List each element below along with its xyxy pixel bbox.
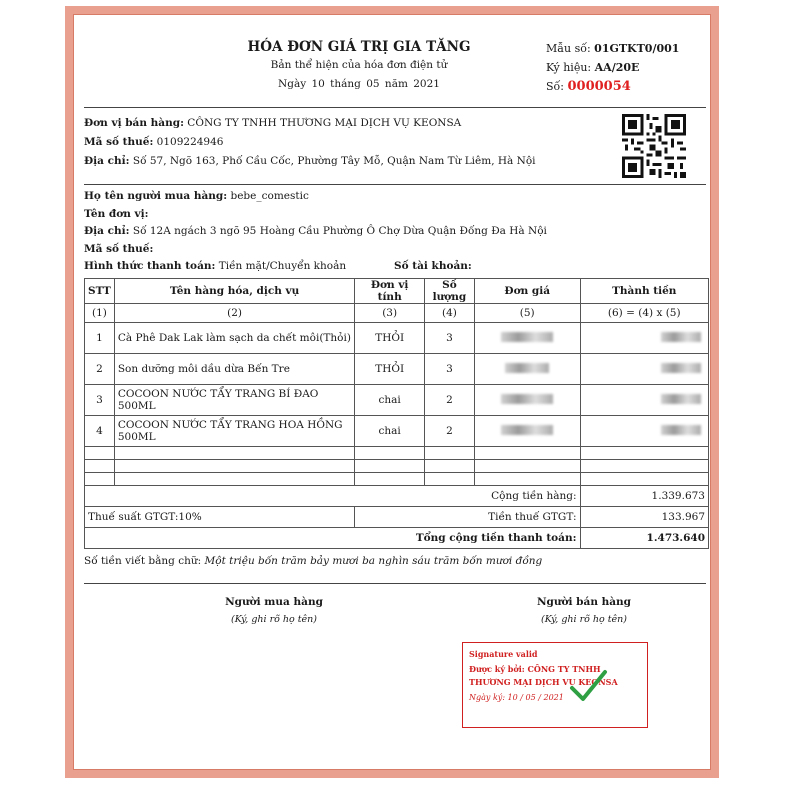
row-qty: 3 bbox=[425, 354, 475, 385]
header-stt: STT bbox=[85, 279, 115, 304]
index-cell: (2) bbox=[114, 304, 354, 323]
row-stt: 2 bbox=[85, 354, 115, 385]
invoice-document bbox=[84, 19, 706, 769]
grand-total-label: Tổng cộng tiền thanh toán: bbox=[85, 528, 581, 549]
row-amount-redacted bbox=[580, 416, 709, 447]
vat-rate-cell bbox=[85, 507, 355, 528]
header-price: Đơn giá bbox=[474, 279, 580, 304]
table-index-row bbox=[85, 304, 709, 323]
row-unit: THỎI bbox=[355, 354, 425, 385]
stamp-date: Ngày ký: 10 / 05 / 2021 bbox=[469, 693, 564, 702]
vat-rate-label: Thuế suất GTGT: bbox=[88, 511, 179, 523]
words-text: Một triệu bốn trăm bảy mươi ba nghìn sáu trăm bốn mươi đồng bbox=[204, 555, 543, 567]
vat-row bbox=[85, 507, 709, 528]
header-name: Tên hàng hóa, dịch vụ bbox=[114, 279, 354, 304]
payment-label: Hình thức thanh toán: bbox=[84, 260, 216, 272]
row-unit: THỎI bbox=[355, 323, 425, 354]
index-cell: (4) bbox=[425, 304, 475, 323]
signature-section bbox=[84, 584, 706, 734]
buyer-address-label: Địa chỉ: bbox=[84, 225, 130, 237]
empty-row bbox=[85, 447, 709, 460]
row-unit: chai bbox=[355, 416, 425, 447]
invoice-meta bbox=[546, 39, 679, 96]
row-price-redacted bbox=[474, 416, 580, 447]
symbol-label: Ký hiệu: bbox=[546, 61, 592, 74]
table-row bbox=[85, 385, 709, 416]
row-unit: chai bbox=[355, 385, 425, 416]
stamp-status: Signature valid bbox=[469, 649, 538, 659]
row-price-redacted bbox=[474, 385, 580, 416]
amount-in-words bbox=[84, 549, 706, 584]
grand-total-value: 1.473.640 bbox=[580, 528, 709, 549]
subtotal-row bbox=[85, 486, 709, 507]
row-name: COCOON NƯỚC TẨY TRANG HOA HỒNG 500ML bbox=[114, 416, 354, 447]
row-amount-redacted bbox=[580, 385, 709, 416]
index-cell: (3) bbox=[355, 304, 425, 323]
table-header-row bbox=[85, 279, 709, 304]
row-price-redacted bbox=[474, 323, 580, 354]
seller-name: CÔNG TY TNHH THƯƠNG MẠI DỊCH VỤ KEONSA bbox=[187, 117, 462, 129]
row-stt: 4 bbox=[85, 416, 115, 447]
row-price-redacted bbox=[474, 354, 580, 385]
buyer-address: Số 12A ngách 3 ngõ 95 Hoàng Cầu Phường Ô Chợ Dừa Quận Đống Đa Hà Nội bbox=[132, 225, 547, 237]
index-cell: (6) = (4) x (5) bbox=[580, 304, 709, 323]
table-row bbox=[85, 416, 709, 447]
seller-section bbox=[84, 108, 706, 185]
header-unit: Đơn vị tính bbox=[355, 279, 425, 304]
vat-rate: 10% bbox=[178, 511, 202, 523]
invoice-number: 0000054 bbox=[567, 79, 631, 94]
buyer-signature-note: (Ký, ghi rõ họ tên) bbox=[230, 614, 317, 625]
row-name: COCOON NƯỚC TẨY TRANG BÍ ĐAO 500ML bbox=[114, 385, 354, 416]
invoice-subtitle: Bản thể hiện của hóa đơn điện tử bbox=[270, 59, 448, 71]
table-row bbox=[85, 354, 709, 385]
seller-address: Số 57, Ngõ 163, Phố Cầu Cốc, Phường Tây Mỗ, Quận Nam Từ Liêm, Hà Nội bbox=[132, 155, 536, 167]
invoice-header bbox=[84, 19, 706, 108]
words-label: Số tiền viết bằng chữ: bbox=[84, 555, 202, 567]
buyer-tax-label: Mã số thuế: bbox=[84, 242, 154, 255]
seller-signature-title: Người bán hàng bbox=[536, 596, 632, 608]
symbol-value: AA/20E bbox=[594, 61, 640, 74]
template-value: 01GTKT0/001 bbox=[594, 42, 680, 55]
table-row bbox=[85, 323, 709, 354]
buyer-name-label: Họ tên người mua hàng: bbox=[84, 190, 228, 202]
row-qty: 3 bbox=[425, 323, 475, 354]
empty-row bbox=[85, 473, 709, 486]
vat-label: Tiền thuế GTGT: bbox=[355, 507, 580, 528]
row-qty: 2 bbox=[425, 385, 475, 416]
template-label: Mẫu số: bbox=[546, 42, 591, 55]
invoice-title: HÓA ĐƠN GIÁ TRỊ GIA TĂNG bbox=[247, 39, 471, 55]
items-table bbox=[84, 278, 709, 549]
checkmark-icon bbox=[568, 666, 608, 706]
grand-total-row bbox=[85, 528, 709, 549]
vat-value: 133.967 bbox=[580, 507, 709, 528]
seller-address-label: Địa chỉ: bbox=[84, 155, 130, 167]
invoice-border bbox=[65, 6, 719, 778]
index-cell: (5) bbox=[474, 304, 580, 323]
index-cell: (1) bbox=[85, 304, 115, 323]
row-stt: 3 bbox=[85, 385, 115, 416]
buyer-unit-label: Tên đơn vị: bbox=[84, 207, 149, 220]
subtotal-label: Cộng tiền hàng: bbox=[85, 486, 581, 507]
header-amount: Thành tiền bbox=[580, 279, 709, 304]
number-label: Số: bbox=[546, 80, 564, 93]
header-qty: Số lượng bbox=[425, 279, 475, 304]
row-amount-redacted bbox=[580, 323, 709, 354]
buyer-name: bebe_comestic bbox=[230, 190, 309, 202]
stamp-signed-by: Được ký bởi: CÔNG TY TNHH THƯƠNG MẠI DỊCH VỤ KEONSA bbox=[469, 664, 618, 687]
row-stt: 1 bbox=[85, 323, 115, 354]
row-qty: 2 bbox=[425, 416, 475, 447]
seller-signature-note: (Ký, ghi rõ họ tên) bbox=[540, 614, 627, 625]
qr-code-icon bbox=[622, 114, 686, 178]
account-label: Số tài khoản: bbox=[394, 260, 472, 272]
row-amount-redacted bbox=[580, 354, 709, 385]
row-name: Son dưỡng môi dầu dừa Bến Tre bbox=[114, 354, 354, 385]
invoice-frame bbox=[73, 14, 711, 770]
seller-name-label: Đơn vị bán hàng: bbox=[84, 117, 184, 129]
row-name: Cà Phê Dak Lak làm sạch da chết môi(Thỏi) bbox=[114, 323, 354, 354]
payment-method: Tiền mặt/Chuyển khoản bbox=[218, 260, 347, 272]
empty-row bbox=[85, 460, 709, 473]
seller-tax: 0109224946 bbox=[156, 136, 224, 148]
subtotal-value: 1.339.673 bbox=[580, 486, 709, 507]
buyer-section bbox=[84, 185, 706, 278]
buyer-signature-title: Người mua hàng bbox=[225, 596, 323, 608]
digital-signature-stamp bbox=[462, 642, 648, 728]
invoice-date: Ngày 10 tháng 05 năm 2021 bbox=[278, 78, 440, 90]
buyer-signature bbox=[194, 596, 354, 625]
seller-tax-label: Mã số thuế: bbox=[84, 136, 154, 148]
seller-signature bbox=[504, 596, 664, 625]
